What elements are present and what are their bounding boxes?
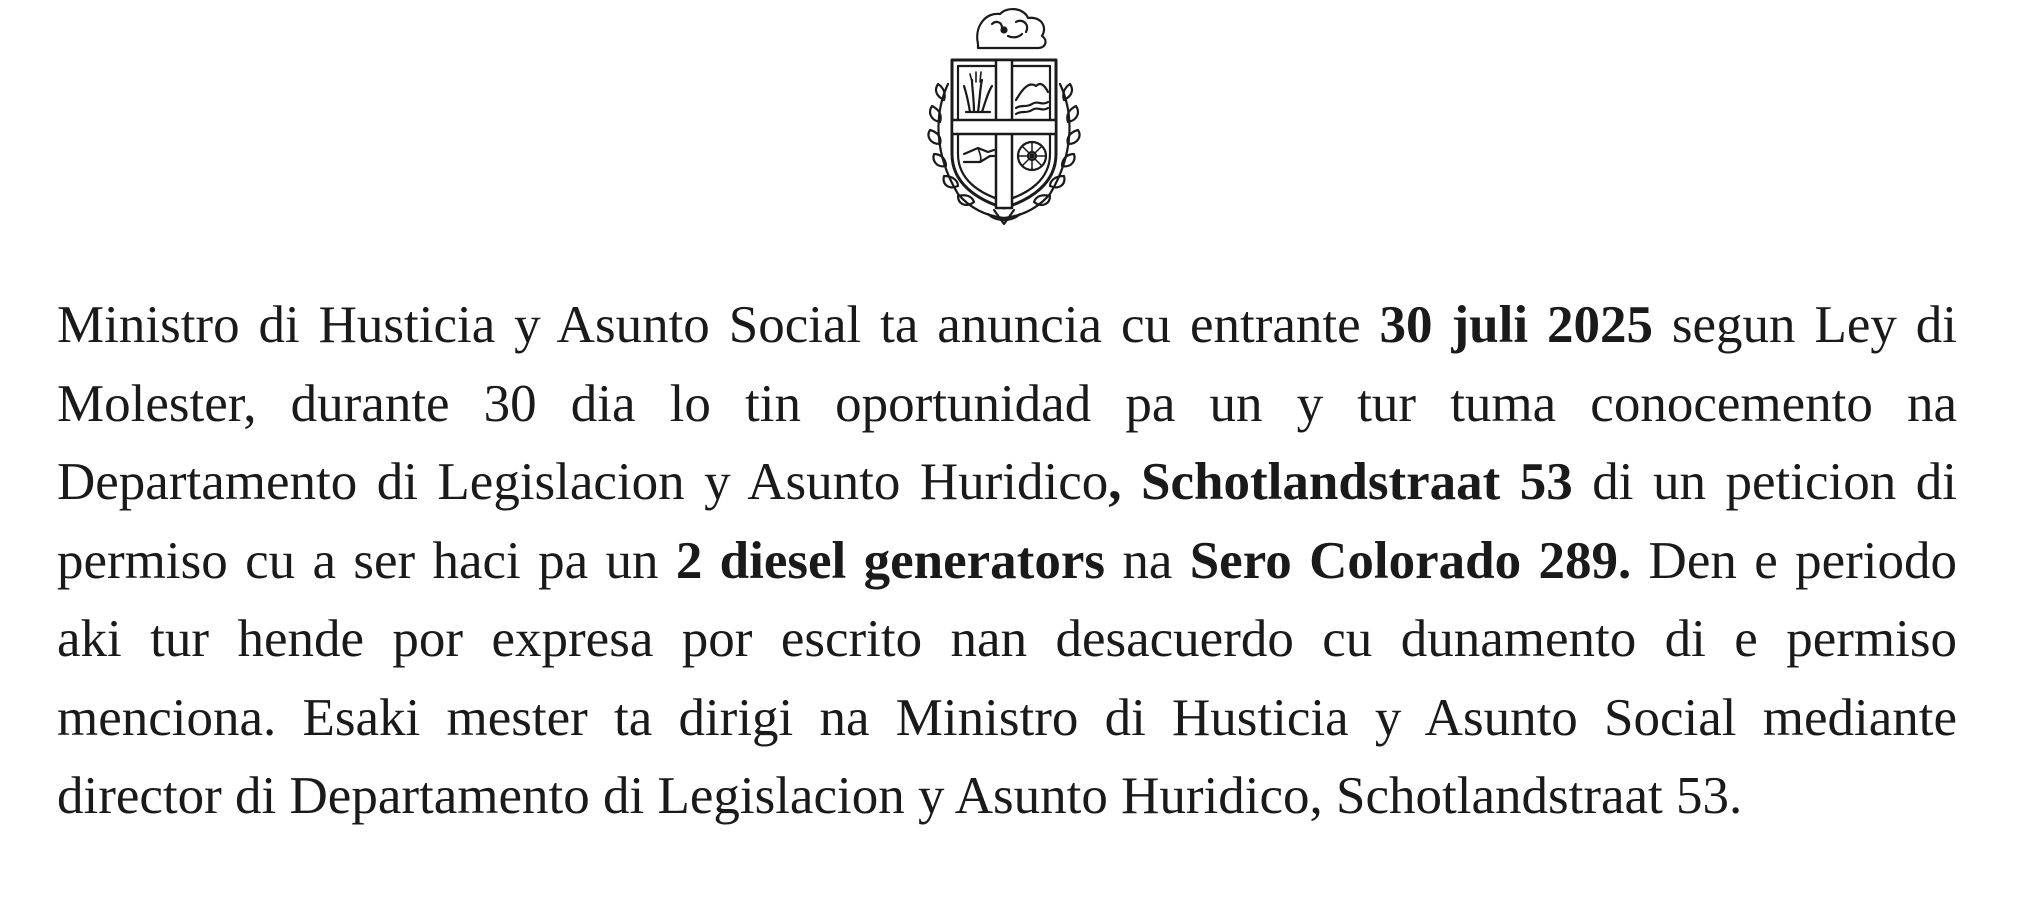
coat-of-arms-icon bbox=[908, 4, 1100, 228]
notice-text-segment: di un peticion di permiso cu a ser haci pa un bbox=[57, 453, 1957, 590]
notice-location: Sero Colorado 289. bbox=[1189, 531, 1632, 590]
notice-text-segment: na bbox=[1104, 531, 1190, 590]
notice-permit-subject: 2 diesel generators bbox=[675, 531, 1105, 590]
announcement-text bbox=[57, 286, 1957, 836]
notice-address: , Schotlandstraat 53 bbox=[1108, 453, 1573, 511]
notice-text-segment: segun Ley di Molester, durante 30 dia lo tin oportunidad pa un y tur tuma conocemento na Departamento di Legislacion y Asunto Huridico bbox=[57, 296, 1958, 511]
notice-text-segment: Ministro di Husticia y Asunto Social ta anuncia cu entrante bbox=[57, 296, 1380, 354]
coat-of-arms bbox=[908, 4, 1100, 228]
notice-text-segment: Den e periodo aki tur hende por expresa por escrito nan desacuerdo cu dunamento di e permiso menciona. Esaki mester ta dirigi na Ministro di Husticia y Asunto Social mediante director di Departamento di Legislacion y Asunto Huridico, Schotlandstraat 53. bbox=[57, 531, 1957, 825]
notice-date: 30 juli 2025 bbox=[1379, 296, 1653, 354]
